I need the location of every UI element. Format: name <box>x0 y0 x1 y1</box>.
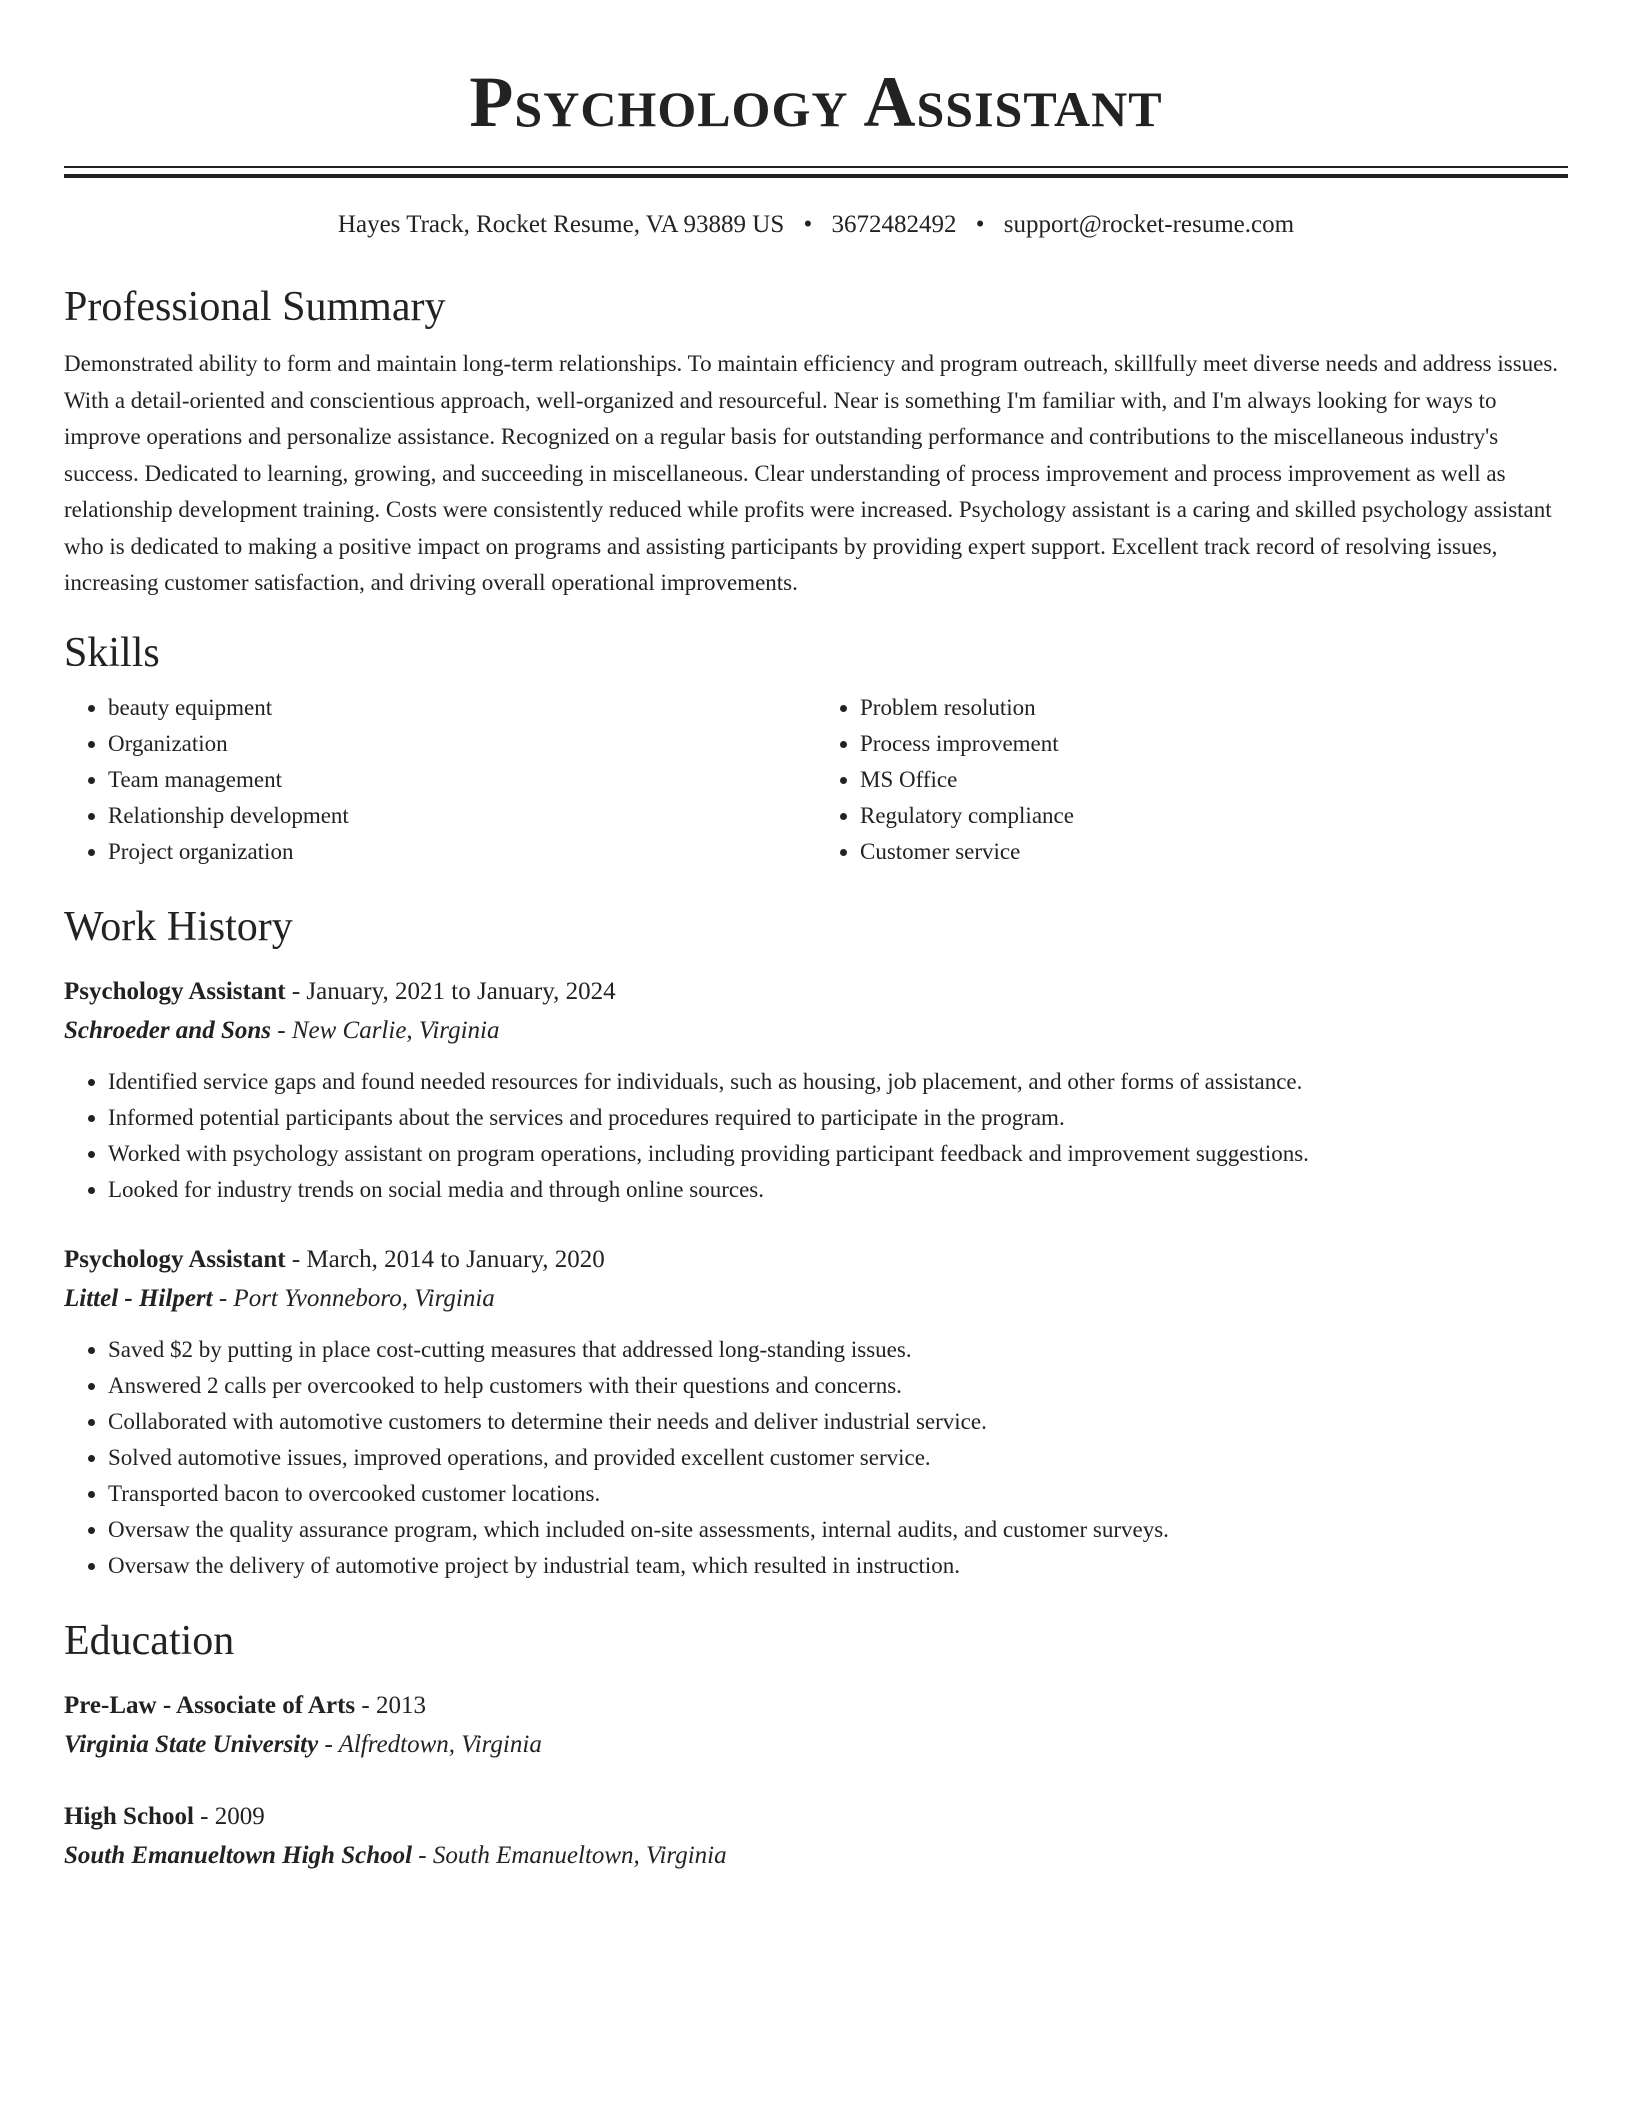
job-company: Schroeder and Sons <box>64 1016 271 1044</box>
skills-list <box>64 690 1568 870</box>
job-bullet: • Saved $2 by putting in place cost-cutting measures that addressed long-standing issues. <box>108 1332 1568 1368</box>
contact-line <box>64 208 1568 242</box>
education-school-line: South Emanueltown High School - South Emanueltown, Virginia <box>64 1841 727 1869</box>
education-school: Virginia State University <box>64 1730 319 1758</box>
skills-column-left <box>64 690 816 870</box>
education-school: South Emanueltown High School <box>64 1841 413 1869</box>
skill-item: • Relationship development <box>108 798 816 834</box>
contact-separator: • <box>803 211 813 238</box>
job-company-line: Schroeder and Sons - New Carlie, Virginia <box>64 1016 500 1044</box>
skill-item: • Customer service <box>860 834 1568 870</box>
job-bullet: • Solved automotive issues, improved operations, and provided excellent customer service. <box>108 1440 1568 1476</box>
job-title: Psychology Assistant <box>64 977 286 1005</box>
education-location: South Emanueltown, Virginia <box>432 1841 727 1869</box>
education-entry <box>64 1688 1568 1763</box>
education-entry <box>64 1799 1568 1874</box>
skill-item: • Project organization <box>108 834 816 870</box>
header-divider-thin <box>64 166 1568 168</box>
job-bullet: • Transported bacon to overcooked customer locations. <box>108 1476 1568 1512</box>
skill-item: • Team management <box>108 762 816 798</box>
education-location: Alfredtown, Virginia <box>338 1730 542 1758</box>
education-school-line: Virginia State University - Alfredtown, Virginia <box>64 1730 542 1758</box>
skill-item: • Problem resolution <box>860 690 1568 726</box>
contact-phone: 3672482492 <box>831 211 957 238</box>
job-bullet: • Looked for industry trends on social media and through online sources. <box>108 1172 1568 1208</box>
job-bullet: • Worked with psychology assistant on program operations, including providing participant feedback and improvement suggestions. <box>108 1136 1568 1172</box>
job-dates: March, 2014 to January, 2020 <box>306 1245 605 1273</box>
resume-page <box>64 0 1568 1874</box>
contact-address: Hayes Track, Rocket Resume, VA 93889 US <box>337 211 785 238</box>
job-entry <box>64 974 1568 1208</box>
job-location: Port Yvonneboro, Virginia <box>233 1284 495 1312</box>
job-title: Psychology Assistant <box>64 1245 286 1273</box>
job-dates: January, 2021 to January, 2024 <box>306 977 616 1005</box>
job-bullets <box>64 1064 1568 1208</box>
contact-email: support@rocket-resume.com <box>1003 211 1295 238</box>
job-entry <box>64 1242 1568 1584</box>
job-bullet: • Oversaw the quality assurance program, which included on-site assessments, internal audits, and customer surveys. <box>108 1512 1568 1548</box>
education-degree-line: High School - 2009 <box>64 1802 265 1830</box>
job-bullets <box>64 1332 1568 1584</box>
job-bullet: • Identified service gaps and found needed resources for individuals, such as housing, job placement, and other forms of assistance. <box>108 1064 1568 1100</box>
job-company: Littel - Hilpert <box>64 1284 213 1312</box>
education-year: 2009 <box>214 1802 265 1830</box>
work-history-heading: Work History <box>64 903 293 950</box>
contact-separator: • <box>975 211 985 238</box>
education-heading: Education <box>64 1617 235 1664</box>
skill-item: • Process improvement <box>860 726 1568 762</box>
skill-item: • MS Office <box>860 762 1568 798</box>
job-title-line: Psychology Assistant - March, 2014 to January, 2020 <box>64 1245 605 1273</box>
education-year: 2013 <box>375 1691 426 1719</box>
job-company-line: Littel - Hilpert - Port Yvonneboro, Virginia <box>64 1284 495 1312</box>
skills-column-right <box>816 690 1568 870</box>
job-title-line: Psychology Assistant - January, 2021 to January, 2024 <box>64 977 616 1005</box>
education-degree: Pre-Law - Associate of Arts <box>64 1691 356 1719</box>
education-degree: High School <box>64 1802 194 1830</box>
candidate-name: Psychology Assistant <box>469 62 1163 142</box>
skills-heading: Skills <box>64 629 160 676</box>
job-bullet: • Oversaw the delivery of automotive project by industrial team, which resulted in instruction. <box>108 1548 1568 1584</box>
header-divider-thick <box>64 174 1568 178</box>
job-bullet: • Answered 2 calls per overcooked to help customers with their questions and concerns. <box>108 1368 1568 1404</box>
summary-paragraph: Demonstrated ability to form and maintain long-term relationships. To maintain efficiency and program outreach, skillfully meet diverse needs and address issues. With a detail-oriented and conscientious approach, well-organized and resourceful. Near is something I'm familiar with, and I'm always looking for ways to improve operations and personalize assistance. Recognized on a regular basis for outstanding performance and contributions to the miscellaneous industry's success. Dedicated to learning, growing, and succeeding in miscellaneous. Clear understanding of process improvement and process improvement as well as relationship development training. Costs were consistently reduced while profits were increased. Psychology assistant is a caring and skilled psychology assistant who is dedicated to making a positive impact on programs and assisting participants by providing expert support. Excellent track record of resolving issues, increasing customer satisfaction, and driving overall operational improvements. <box>64 351 1559 595</box>
skill-item: • Organization <box>108 726 816 762</box>
education-degree-line: Pre-Law - Associate of Arts - 2013 <box>64 1691 426 1719</box>
job-bullet: • Collaborated with automotive customers to determine their needs and deliver industrial service. <box>108 1404 1568 1440</box>
job-location: New Carlie, Virginia <box>291 1016 500 1044</box>
summary-heading: Professional Summary <box>64 284 446 330</box>
skill-item: • Regulatory compliance <box>860 798 1568 834</box>
job-bullet: • Informed potential participants about the services and procedures required to participate in the program. <box>108 1100 1568 1136</box>
skill-item: • beauty equipment <box>108 690 816 726</box>
